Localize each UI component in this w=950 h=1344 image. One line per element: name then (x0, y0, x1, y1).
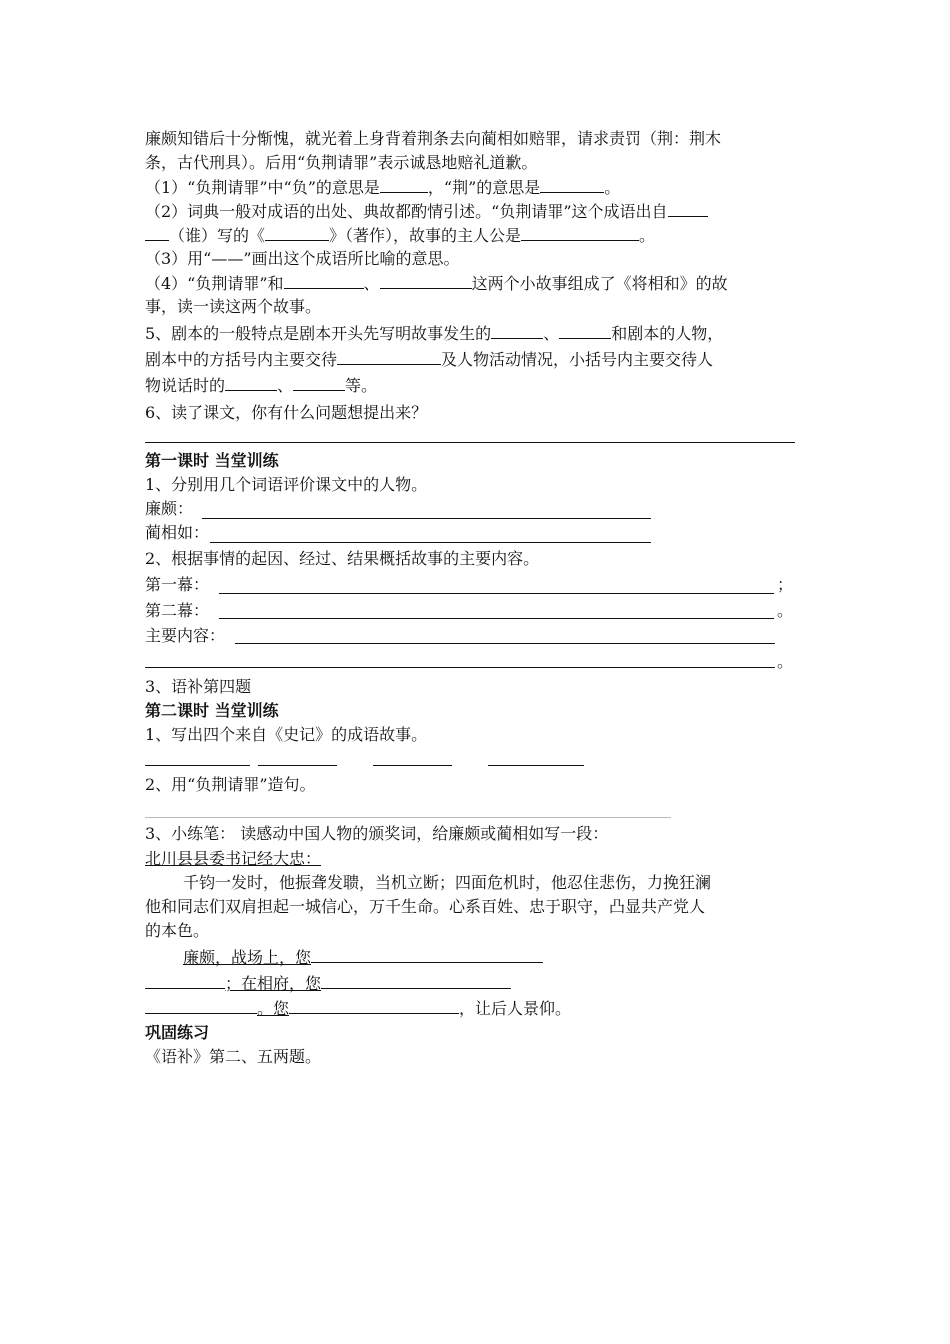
lesson-2-item-1: 1、写出四个来自《史记》的成语故事。 (145, 725, 428, 744)
answer-line[interactable] (210, 542, 651, 543)
q2-text-b: （谁）写的《 (169, 226, 266, 245)
lesson-1-item-1: 1、分别用几个词语评价课文中的人物。 (145, 475, 428, 494)
q1-text-a: （1）“负荆请罪”中“负”的意思是 (145, 178, 380, 197)
linxiangru-label: 蔺相如： (145, 523, 210, 542)
writing-prompt-2: ；在相府，您 (225, 974, 322, 993)
answer-line[interactable] (145, 442, 795, 443)
q5-text-a: 5、剧本的一般特点是剧本开头先写明故事发生的 (145, 324, 492, 343)
question-2-line-1 (145, 200, 708, 222)
answer-blank[interactable] (225, 374, 277, 391)
award-person: 北川县县委书记经大忠： (145, 849, 322, 868)
writing-prompt-4: ，让后人景仰。 (459, 999, 572, 1018)
citation-line-3: 的本色。 (145, 921, 210, 940)
answer-blank[interactable] (321, 972, 511, 989)
answer-blank[interactable] (668, 200, 708, 217)
q5-text-b: 和剧本的人物， (611, 324, 724, 343)
writing-line-2 (145, 972, 511, 994)
question-3: （3）用“——”画出这个成语所比喻的意思。 (145, 249, 460, 268)
citation-line-1: 千钧一发时，他振聋发聩，当机立断；四面危机时，他忍住悲伤，力挽狂澜 (183, 873, 712, 892)
lesson-1-item-3: 3、语补第四题 (145, 677, 252, 696)
question-2-line-2 (145, 224, 655, 246)
lesson-2-item-2: 2、用“负荆请罪”造句。 (145, 775, 316, 794)
act-1-end: ； (777, 575, 794, 594)
answer-line[interactable] (145, 667, 775, 668)
q1-text-b: ，“荆”的意思是 (427, 178, 541, 197)
q5-sep: 、 (543, 324, 560, 343)
answer-blank[interactable] (491, 322, 543, 339)
writing-prompt-1: 廉颇，战场上，您 (183, 948, 312, 967)
question-4-line-1 (145, 272, 728, 294)
q4-text-b: 这两个小故事组成了《将相和》的故 (471, 274, 728, 293)
consolidation-text: 《语补》第二、五两题。 (145, 1047, 322, 1066)
lesson-1-item-2: 2、根据事情的起因、经过、结果概括故事的主要内容。 (145, 549, 540, 568)
act-2-end: 。 (777, 601, 794, 620)
answer-line[interactable] (488, 765, 584, 766)
q2-text-d: 。 (639, 226, 656, 245)
answer-blank[interactable] (293, 374, 345, 391)
answer-blank[interactable] (559, 322, 611, 339)
writing-line-1 (183, 946, 543, 968)
question-6: 6、读了课文，你有什么问题想提出来？ (145, 403, 428, 422)
q4-sep: 、 (363, 274, 380, 293)
q5-text-e: 物说话时的 (145, 376, 226, 395)
answer-blank[interactable] (311, 946, 543, 963)
q5-text-f: 等。 (345, 376, 378, 395)
main-content-label: 主要内容： (145, 626, 226, 645)
lesson-1-heading: 第一课时 当堂训练 (145, 451, 279, 470)
answer-blank[interactable] (540, 176, 604, 193)
answer-blank[interactable] (265, 224, 329, 241)
writing-line-3 (145, 997, 571, 1019)
q5-sep-2: 、 (277, 376, 294, 395)
lianpo-label: 廉颇： (145, 499, 194, 518)
question-5-line-1 (145, 322, 723, 344)
answer-blank[interactable] (289, 997, 459, 1014)
answer-blank[interactable] (380, 272, 472, 289)
q2-text-c: 》（著作），故事的主人公是 (329, 226, 522, 245)
q5-text-c: 剧本中的方括号内主要交待 (145, 350, 338, 369)
answer-line[interactable] (219, 618, 774, 619)
intro-line-2: 条，古代刑具）。后用“负荆请罪”表示诚恳地赔礼道歉。 (145, 153, 538, 172)
answer-blank[interactable] (145, 224, 169, 241)
act-1-label: 第一幕： (145, 575, 210, 594)
act-2-label: 第二幕： (145, 601, 210, 620)
lesson-2-item-3: 3、小练笔： 读感动中国人物的颁奖词，给廉颇或蔺相如写一段： (145, 824, 609, 843)
main-content-end: 。 (777, 652, 794, 671)
lesson-2-heading: 第二课时 当堂训练 (145, 701, 279, 720)
answer-blank[interactable] (380, 176, 428, 193)
answer-line[interactable] (145, 765, 250, 766)
answer-line[interactable] (258, 765, 337, 766)
answer-blank[interactable] (145, 972, 225, 989)
question-4-line-2: 事，读一读这两个故事。 (145, 297, 322, 316)
question-5-line-2 (145, 348, 713, 370)
q4-text-a: （4）“负荆请罪”和 (145, 274, 284, 293)
q2-text-a: （2）词典一般对成语的出处、典故都酌情引述。“负荆请罪”这个成语出自 (145, 202, 668, 221)
consolidation-heading: 巩固练习 (145, 1023, 210, 1042)
writing-prompt-3: 。您 (257, 999, 290, 1018)
answer-line[interactable] (235, 643, 775, 644)
question-1 (145, 176, 620, 198)
answer-line[interactable] (202, 518, 651, 519)
answer-line[interactable] (145, 817, 671, 818)
answer-blank[interactable] (521, 224, 639, 241)
answer-line[interactable] (373, 765, 452, 766)
question-5-line-3 (145, 374, 377, 396)
citation-line-2: 他和同志们双肩担起一城信心，万千生命。心系百姓、忠于职守，凸显共产党人 (145, 897, 706, 916)
answer-blank[interactable] (145, 997, 257, 1014)
answer-blank[interactable] (284, 272, 364, 289)
intro-line-1: 廉颇知错后十分惭愧，就光着上身背着荆条去向蔺相如赔罪，请求责罚（荆：荆木 (145, 129, 722, 148)
answer-line[interactable] (219, 593, 774, 594)
q1-text-c: 。 (604, 178, 621, 197)
q5-text-d: 及人物活动情况，小括号内主要交待人 (441, 350, 714, 369)
answer-blank[interactable] (337, 348, 441, 365)
